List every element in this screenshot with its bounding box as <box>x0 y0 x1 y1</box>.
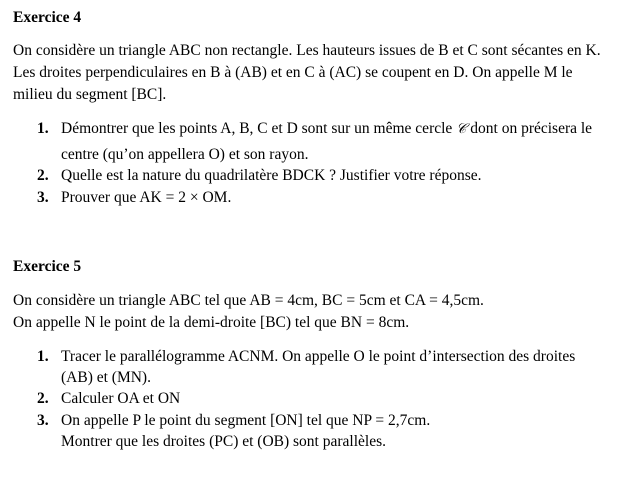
exercise-4-intro-line-3: milieu du segment [BC]. <box>13 86 167 103</box>
exercise-4-item-1-line-1 <box>61 120 592 138</box>
exercise-5-item-2-line-1: Calculer OA et ON <box>61 390 181 407</box>
exercise-4-item-1-text-after: dont on précisera le <box>466 120 593 137</box>
exercise-5-title: Exercice 5 <box>13 258 82 275</box>
exercise-5-item-3-line-1: On appelle P le point du segment [ON] tel que NP = 2,7cm. <box>61 412 431 429</box>
exercise-5-item-2-number: 2. <box>37 390 49 407</box>
exercise-4-item-3-line-1: Prouver que AK = 2 × OM. <box>61 189 232 206</box>
exercise-4-item-1-line-2: centre (qu’on appellera O) et son rayon. <box>61 146 309 163</box>
exercise-4-item-3-number: 3. <box>37 189 49 206</box>
exercise-5-item-3-line-2: Montrer que les droites (PC) et (OB) sont parallèles. <box>61 433 386 450</box>
exercise-5-item-1-line-1: Tracer le parallélogramme ACNM. On appelle O le point d’intersection des droites <box>61 348 576 365</box>
exercise-5-intro-line-2: On appelle N le point de la demi-droite [BC) tel que BN = 8cm. <box>13 314 410 331</box>
exercise-4-item-2-number: 2. <box>37 167 49 184</box>
exercise-4-item-1-text-before: Démontrer que les points A, B, C et D sont sur un même cercle <box>61 120 457 137</box>
exercise-4-item-2-line-1: Quelle est la nature du quadrilatère BDCK ? Justifier votre réponse. <box>61 167 482 184</box>
exercise-5-intro-line-1: On considère un triangle ABC tel que AB = 4cm, BC = 5cm et CA = 4,5cm. <box>13 292 484 309</box>
exercise-4-item-1-number: 1. <box>37 120 49 137</box>
exercise-5-item-1-number: 1. <box>37 348 49 365</box>
circle-symbol: 𝒞 <box>456 121 467 137</box>
exercise-4-intro-line-2: Les droites perpendiculaires en B à (AB) et en C à (AC) se coupent en D. On appelle M le <box>13 64 573 81</box>
exercise-4-title: Exercice 4 <box>13 9 82 26</box>
exercise-5-item-3-number: 3. <box>37 412 49 429</box>
exercise-4-intro-line-1: On considère un triangle ABC non rectangle. Les hauteurs issues de B et C sont sécantes en K. <box>13 42 601 59</box>
exercise-5-item-1-line-2: (AB) et (MN). <box>61 369 151 386</box>
